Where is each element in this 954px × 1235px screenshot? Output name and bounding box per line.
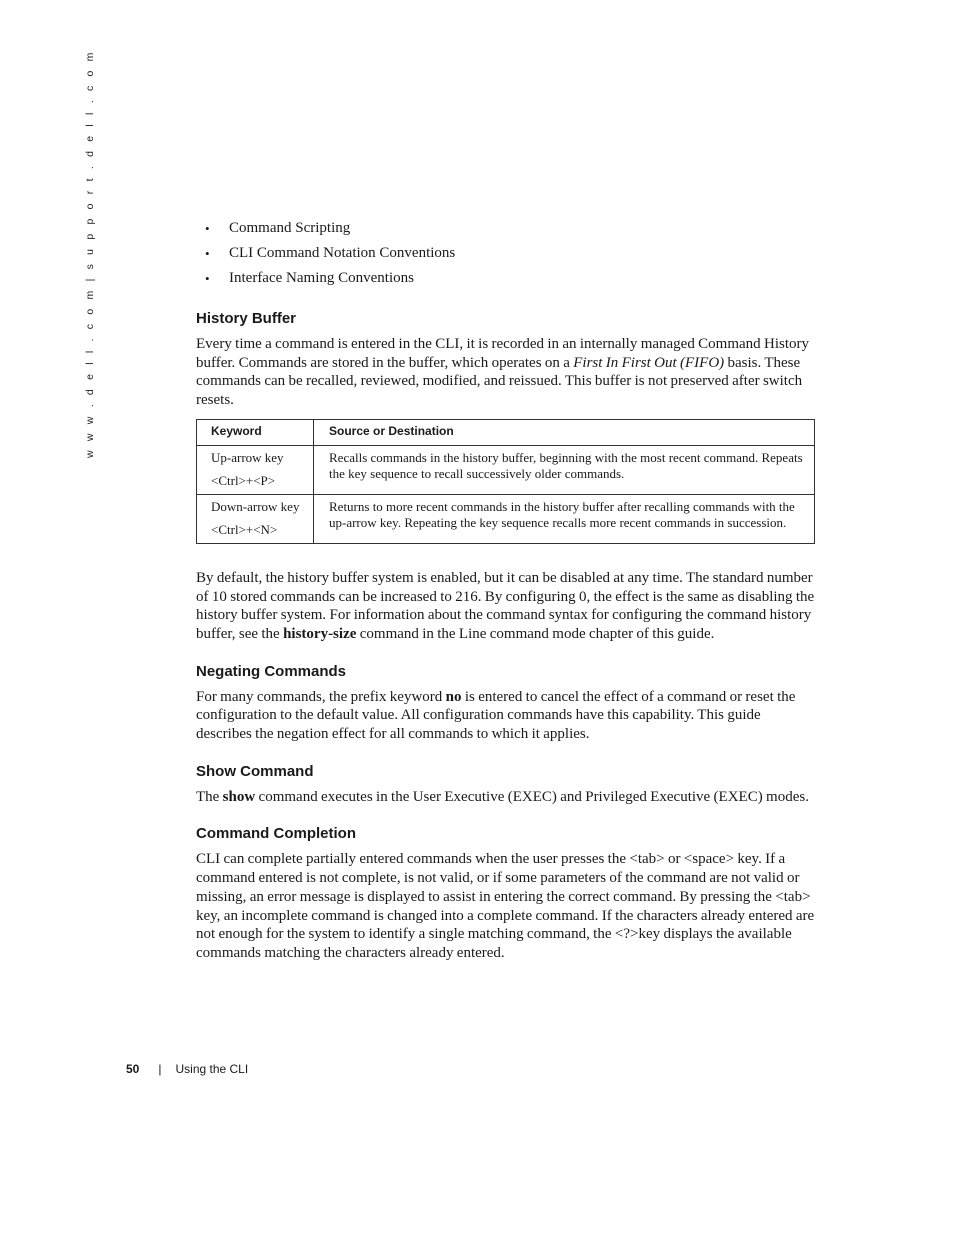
history-text-b: basis. These commands can be recalled, reviewed, modified, and reissued. This buffer is not preserved after switch resets. <box>196 354 803 409</box>
show-command: show <box>222 788 256 805</box>
negating-paragraph <box>196 688 816 744</box>
table-header-row <box>197 419 815 445</box>
page-content <box>196 216 816 963</box>
no-command: no <box>445 688 462 705</box>
default-text-b: command in the Line command mode chapter of this guide. <box>356 625 715 642</box>
description-cell: Returns to more recent commands in the history buffer after recalling commands with the up-arrow key. Repeating the key sequence recalls more recent commands in succession. <box>314 494 815 543</box>
history-default-paragraph <box>196 569 816 644</box>
column-header-keyword: Keyword <box>197 419 314 445</box>
footer-separator: | <box>158 1062 162 1076</box>
keyword-primary: Up-arrow key <box>211 449 284 465</box>
negating-text-b: is entered to cancel the effect of a command or reset the configuration to the default value. All configuration commands have this capability. This guide describes the negation effect for all commands to which it applies. <box>196 688 796 743</box>
history-buffer-heading: History Buffer <box>196 310 297 327</box>
negating-commands-heading: Negating Commands <box>196 662 347 680</box>
bullet-item: • Interface Naming Conventions <box>196 266 816 291</box>
default-text-a: By default, the history buffer system is enabled, but it can be disabled at any time. The standard number of 10 stored commands can be increased to 216. By configuring 0, the effect is the same as disabling the history buffer system. For information about the command syntax for configuring the command history buffer, see the <box>196 569 815 642</box>
page-number: 50 <box>126 1062 140 1076</box>
show-command-heading: Show Command <box>196 762 314 780</box>
completion-paragraph: CLI can complete partially entered commands when the user presses the <tab> or <space> key. If a command entered is not complete, is not valid, or if some parameters of the command are not valid or missing, an error message is displayed to assist in entering the correct command. By pressing the <tab> key, an incomplete command is changed into a complete command. If the characters already entered are not enough for the system to identify a single matching command, the <?>key displays the available commands matching the characters already entered. <box>196 851 815 961</box>
keyword-primary: Down-arrow key <box>211 498 300 514</box>
bullet-list <box>196 216 816 291</box>
bullet-item: • Command Scripting <box>196 216 816 241</box>
history-buffer-paragraph <box>196 335 816 410</box>
show-paragraph <box>196 788 816 807</box>
show-text-a: The <box>196 788 223 805</box>
history-text-a: Every time a command is entered in the CLI, it is recorded in an internally managed Command History buffer. Commands are stored in the buffer, which operates on a <box>196 336 810 371</box>
history-size-command: history-size <box>283 625 357 642</box>
show-text-b: command executes in the User Executive (EXEC) and Privileged Executive (EXEC) modes. <box>255 788 809 805</box>
keyword-shortcut: <Ctrl>+<P> <box>211 473 276 489</box>
keyword-cell <box>197 445 314 494</box>
command-completion-heading: Command Completion <box>196 825 356 843</box>
description-cell: Recalls commands in the history buffer, beginning with the most recent command. Repeats the key sequence to recall successively older commands. <box>314 445 815 494</box>
chapter-title: Using the CLI <box>175 1062 249 1076</box>
fifo-term: First In First Out (FIFO) <box>573 354 725 371</box>
keyword-cell <box>197 494 314 543</box>
negating-text-a: For many commands, the prefix keyword <box>196 688 446 705</box>
bullet-item: • CLI Command Notation Conventions <box>196 241 816 266</box>
side-url: w w w . d e l l . c o m | s u p p o r t . d e l l . c o m <box>84 49 96 458</box>
page-footer <box>126 1062 248 1076</box>
keyword-table <box>196 419 815 544</box>
keyword-shortcut: <Ctrl>+<N> <box>211 522 278 538</box>
table-row <box>197 494 815 543</box>
column-header-source: Source or Destination <box>314 419 815 445</box>
table-row <box>197 445 815 494</box>
